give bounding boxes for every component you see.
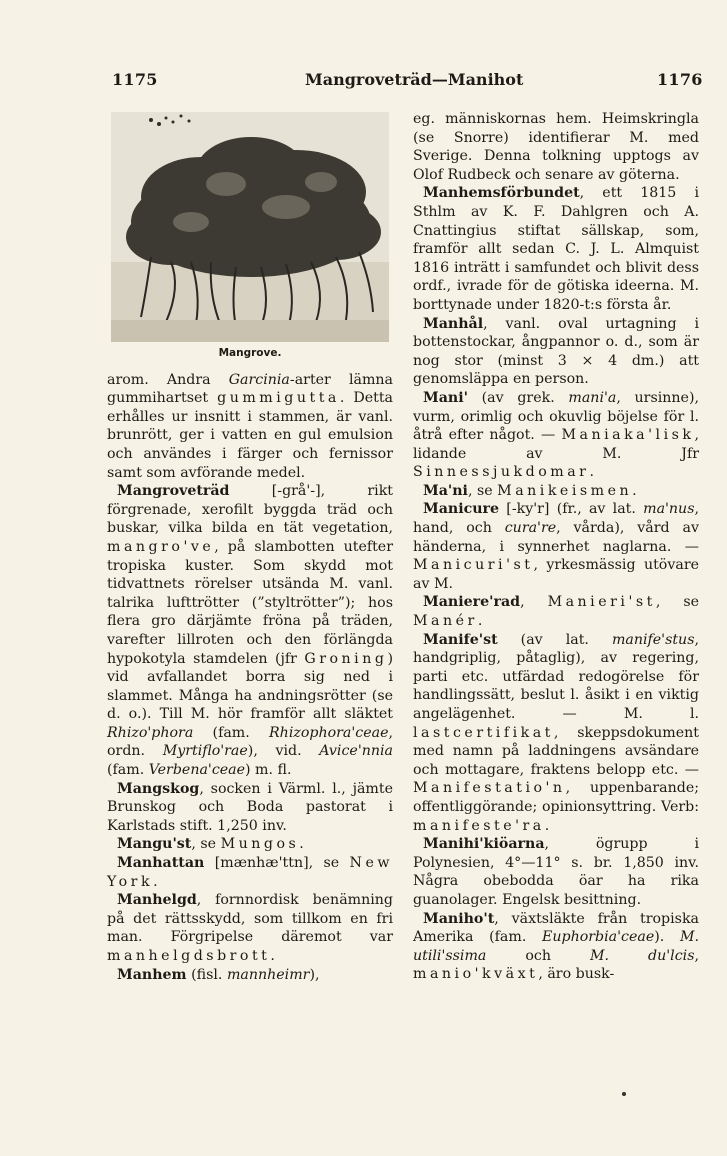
mangrove-photo-graphic [111, 112, 389, 342]
text: (fam. [107, 762, 149, 779]
text: , [520, 594, 548, 611]
spaced-term: gummigutta [217, 390, 340, 407]
text: , ett 1815 i Sthlm av K. F. Dahlgren och A. Cnattingius stiftat sällskap, som, framför allt sedan C. J. L. Almquist 1816 inträtt i samfundet och blivit dess ordf., ivrade för de götiska ideerna. M. borttynade under 1820-t:s första år. [413, 185, 699, 313]
left-column [107, 110, 393, 984]
text: . [544, 817, 550, 834]
text: -arter lämna gummihartset [107, 371, 393, 407]
text-italic: cura're [504, 520, 557, 537]
text: ). [654, 929, 680, 946]
text: ) vid avfallandet borra sig ned i slammet. Många ha andningsrötter (se d. o.). Till M. hör framför allt släktet [107, 650, 393, 723]
spaced-term: Manieri'st [547, 594, 656, 611]
spaced-term: Mungos [220, 836, 300, 853]
text-italic: Garcinia [228, 371, 290, 388]
text-italic: Verbena'ceae [148, 762, 246, 779]
entry-manhelgd [107, 891, 393, 965]
text: , yrkesmässig utövare av M. [413, 557, 699, 592]
text-italic: M. utili'ssima [413, 929, 699, 964]
text: , ögrupp i Polynesien, 4°—11° s. br. 1,850 inv. Några obebodda öar ha rika guanolager. Engelsk besittning. [413, 836, 699, 908]
text: (av lat. [497, 631, 612, 648]
entry-mani [413, 389, 699, 482]
photo-caption: Mangrove. [218, 347, 282, 359]
entry-headword: Manihi'kiöarna [423, 836, 545, 853]
entry-headword: Mangskog [117, 780, 200, 797]
spaced-term: mangro've [107, 538, 215, 555]
entry-manhattan [107, 854, 393, 891]
text: , vårda), vård av händerna, i synnerhet naglarna. — [413, 520, 699, 555]
entry-headword: Mangroveträd [117, 483, 230, 500]
text: eg. människornas hem. Heimskringla (se Snorre) identifierar M. med Sverige. Denna tolkning upptogs av Olof Rudbeck och senare av göterna. [413, 111, 699, 183]
text: . [632, 482, 637, 499]
page-number-right: 1176 [657, 70, 703, 89]
text-italic: ma'nus [643, 501, 695, 518]
text: ) m. fl. [245, 762, 292, 779]
text: . [153, 873, 158, 890]
text: , ursinne), vurm, orimlig och okuvlig böjelse för l. åtrå efter något. — [413, 389, 699, 444]
entry-mangskog [107, 780, 393, 836]
entry-headword: Ma'ni [423, 482, 468, 499]
spaced-term: Manér [413, 613, 478, 630]
text: , hand, och [413, 501, 699, 537]
text: , lidande av M. Jfr [413, 427, 699, 462]
text-italic: mani'a [568, 389, 617, 406]
page-title: Mangroveträd—Manihot [305, 70, 524, 89]
entry-manhem-continuation [413, 110, 699, 184]
spaced-term: manio'kväxt [413, 966, 539, 983]
spaced-term: Manifestatio'n [413, 780, 566, 797]
right-column [413, 110, 699, 984]
entry-manhemsforbundet [413, 184, 699, 314]
spaced-term: Manikeismen [497, 482, 633, 499]
text: , handgriplig, påtaglig), av regering, parti etc. utfärdad redogörelse för handlingssätt, beslut l. åsikt i en viktig angelägenhet. — M. l. [413, 631, 699, 722]
text-italic: Rhizophora'ceae [269, 724, 389, 741]
entry-headword: Manhattan [117, 855, 205, 872]
entry-arom-continuation [107, 371, 393, 483]
entry-mangrovetrad [107, 482, 393, 780]
text: , socken i Värml. l., jämte Brunskog och Boda pastorat i Karlstads stift. 1,250 inv. [107, 780, 393, 834]
entry-headword: Manhelgd [117, 892, 197, 909]
page-number-left: 1175 [112, 70, 158, 89]
entry-manifest [413, 631, 699, 836]
spaced-term: Manicuri'st [413, 557, 534, 574]
text: . [477, 613, 483, 630]
text: . [299, 836, 304, 853]
spaced-term: Sinnessjukdomar [413, 464, 590, 481]
text: [mænhæ'ttn], se [204, 855, 350, 872]
entry-manierad [413, 593, 699, 630]
text: ), vid. [247, 743, 320, 760]
text: , se [191, 836, 221, 853]
entry-manhal [413, 315, 699, 389]
entry-headword: Manhemsförbundet [423, 185, 580, 202]
text: (av grek. [467, 389, 569, 406]
spaced-term: lastcertifikat [413, 724, 554, 741]
spaced-term: Groning [304, 650, 388, 667]
text: , vanl. oval urtagning i bottenstockar, ångpannor o. d., som är nog stor (minst 3 × 4 dm.) att genomsläppa en person. [413, 315, 699, 388]
text: , ordn. [107, 724, 393, 760]
entry-headword: Maniho't [423, 910, 495, 927]
entry-headword: Manhål [423, 315, 484, 332]
entry-headword: Mani' [423, 389, 468, 406]
entry-manicure [413, 500, 699, 593]
text-italic: Avice'nnia [319, 743, 393, 760]
text: [-grå'-], rikt förgrenade, xerofilt byggda träd och buskar, vilka bilda en tät vegetation, [107, 483, 393, 537]
text: ), [309, 966, 320, 983]
text-italic: Myrtiflo'rae [162, 743, 248, 760]
entry-headword: Manife'st [423, 631, 498, 648]
spaced-term: manhelgdsbrott [107, 948, 271, 964]
text-italic: manife'stus [611, 631, 695, 648]
entry-headword: Manicure [423, 501, 500, 518]
text: . Detta erhålles ur insnitt i stammen, är vanl. brunrött, ger i vatten en gul emulsion och användes i färger och fernissor samt som avförande medel. [107, 390, 393, 481]
running-header [0, 70, 727, 96]
text-italic: M. du'lcis [590, 947, 695, 964]
text: , se [655, 594, 699, 611]
text: . [589, 464, 594, 481]
spaced-term: manifeste'ra [413, 817, 545, 834]
text: (fisl. [186, 966, 227, 983]
text-italic: mannheimr [226, 966, 310, 983]
entry-mani-2 [413, 482, 699, 501]
text: , växtsläkte från tropiska Amerika (fam. [413, 910, 699, 946]
text: arom. Andra [107, 371, 229, 388]
text: , fornnordisk benämning på det rättsskydd, som tillkom en fri man. Förgripelse däremot var [107, 892, 393, 946]
spaced-term: Maniaka'lisk [561, 427, 695, 444]
text: , skeppsdokument med namn på laddningens avsändare och mottagare, fraktens belopp etc. — [413, 724, 699, 778]
entry-headword: Mangu'st [117, 836, 192, 853]
print-dot [622, 1092, 626, 1096]
text: , se [467, 482, 498, 499]
spaced-term: New York [107, 855, 393, 890]
text-italic: Rhizo'phora [107, 724, 194, 741]
entry-manihikioarna [413, 835, 699, 909]
text: [-ky'r] (fr., av lat. [499, 501, 644, 518]
text: . [270, 948, 275, 964]
entry-manhem [107, 966, 393, 985]
mangrove-photo [111, 112, 393, 342]
entry-headword: Maniere'rad [423, 594, 521, 611]
entry-headword: Manhem [117, 966, 187, 983]
text: och [486, 947, 591, 964]
text: , äro busk- [538, 966, 615, 983]
text: , uppenbarande; offentliggörande; opinionsyttring. Verb: [413, 780, 699, 815]
text: , [694, 947, 699, 964]
text: (fam. [193, 724, 269, 741]
text-italic: Euphorbia'ceae [542, 929, 655, 946]
text: , på slambotten utefter tropiska kuster. Som skydd mot tidvattnets rörelser utsända M. vanl. talrika lufttrötter (”styltrötter”); hos flera gro därjämte fröna på träden, varefter lillroten och den förlängda hypokotyla stamdelen (jfr [107, 538, 393, 667]
entry-manihot [413, 910, 699, 984]
entry-mangust [107, 835, 393, 854]
